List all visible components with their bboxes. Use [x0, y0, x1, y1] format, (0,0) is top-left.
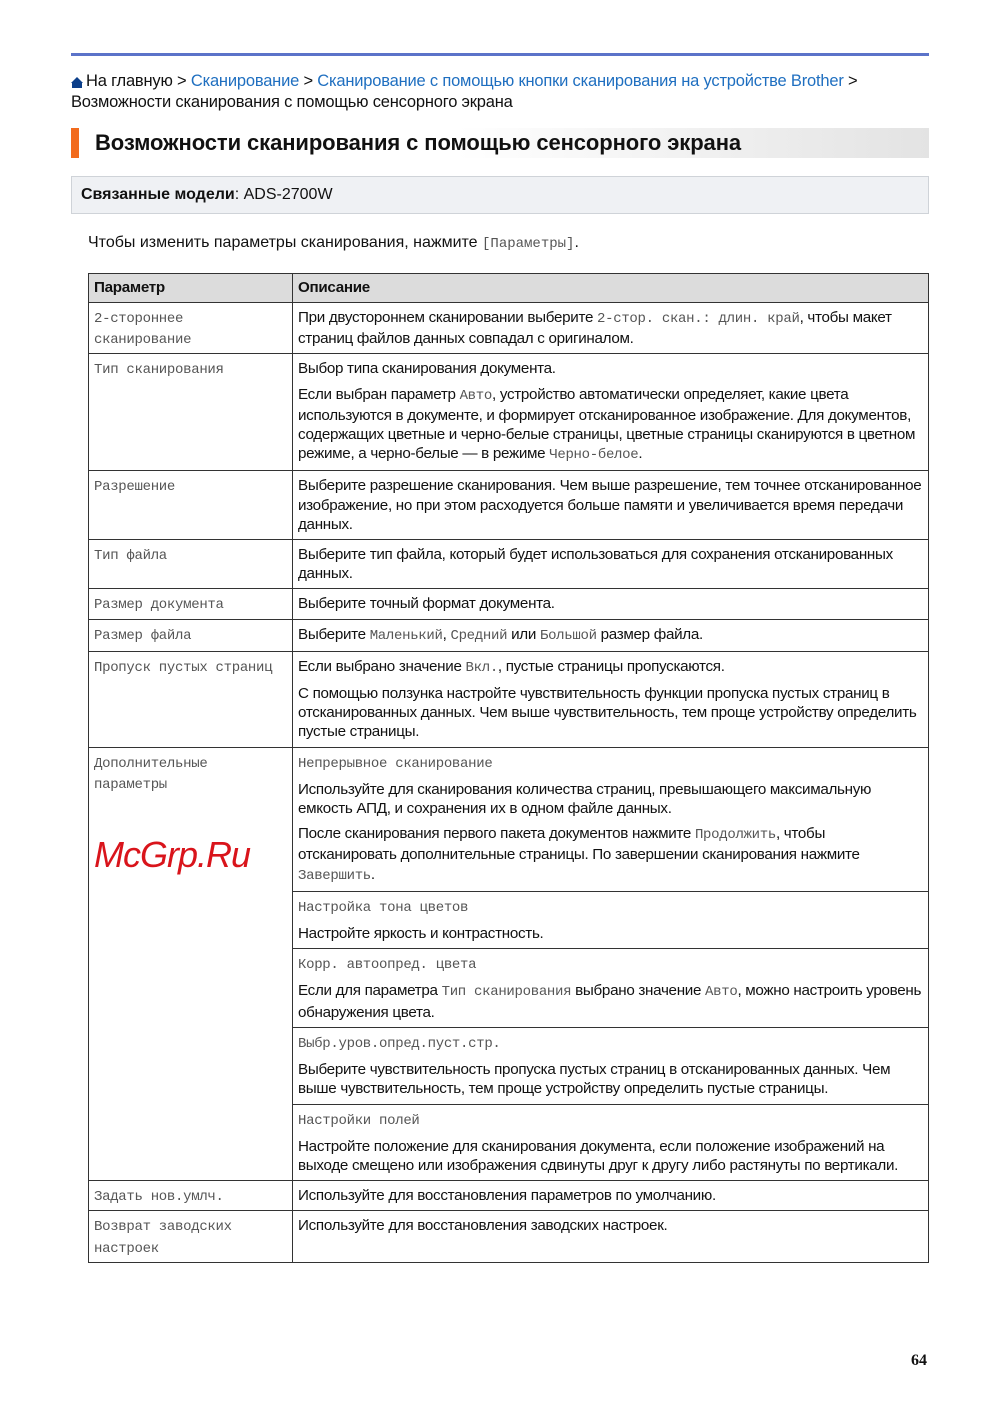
- description-paragraph: [298, 385, 923, 466]
- parameter-name: Размер документа: [94, 597, 224, 614]
- sub-option-title: [298, 897, 923, 918]
- home-icon: [71, 77, 83, 83]
- description-cell: [293, 540, 929, 589]
- description-paragraph: [298, 476, 923, 534]
- description-cell: [293, 354, 929, 471]
- description-cell: [293, 1181, 929, 1211]
- text-run: Настройте яркость и контрастность.: [298, 925, 544, 943]
- header-parameter: Параметр: [89, 274, 293, 303]
- description-paragraph: [298, 625, 923, 646]
- text-run: Выберите точный формат документа.: [298, 595, 555, 613]
- breadcrumb-separator: >: [299, 72, 318, 90]
- description-cell: [293, 747, 929, 1180]
- description-paragraph: [298, 981, 923, 1021]
- setting-value: Завершить: [298, 867, 371, 884]
- sub-option: [293, 1027, 928, 1104]
- description-paragraph: [298, 359, 923, 378]
- sub-option: [293, 948, 928, 1027]
- related-models-value: : ADS-2700W: [234, 186, 333, 203]
- parameter-name: Тип файла: [94, 548, 167, 565]
- sub-option-title: [298, 954, 923, 975]
- table-row: [89, 589, 929, 619]
- page-title: Возможности сканирования с помощью сенсорного экрана: [95, 130, 742, 155]
- text-run: При двустороннем сканировании выберите: [298, 309, 598, 326]
- sub-option-name: Настройки полей: [298, 1112, 420, 1129]
- title-accent: [71, 128, 79, 158]
- setting-value: Авто: [705, 984, 738, 1001]
- parameter-cell: [89, 540, 293, 589]
- sub-option: [293, 748, 928, 891]
- header-description: Описание: [293, 274, 929, 303]
- table-row: [89, 303, 929, 354]
- breadcrumb-separator: >: [843, 72, 858, 90]
- text-run: , чтобы отсканировать дополнительные страницы. По завершении сканирования нажмите: [298, 825, 860, 864]
- page-number: 64: [911, 1352, 927, 1369]
- parameter-name: Размер файла: [94, 627, 192, 644]
- text-run: После сканирования первого пакета документов нажмите: [298, 825, 695, 843]
- description-paragraph: [298, 308, 923, 348]
- text-run: выбрано значение: [571, 982, 706, 1000]
- description-paragraph: [298, 1137, 923, 1175]
- text-run: .: [370, 865, 375, 883]
- description-paragraph: [298, 824, 923, 886]
- text-run: или: [507, 625, 540, 643]
- description-paragraph: [298, 594, 923, 613]
- sub-option: [293, 1104, 928, 1181]
- text-run: Используйте для восстановления заводских настроек.: [298, 1217, 668, 1235]
- description-cell: [293, 471, 929, 540]
- text-run: Если для параметра: [298, 982, 442, 1000]
- parameter-name: Дополнительные параметры: [94, 755, 208, 793]
- table-row: [89, 747, 929, 1180]
- sub-option-title: [298, 1110, 923, 1131]
- description-cell: [293, 303, 929, 354]
- sub-option-name: Выбр.уров.опред.пуст.стр.: [298, 1035, 501, 1052]
- setting-value: Вкл.: [465, 659, 498, 676]
- description-paragraph: [298, 1186, 923, 1205]
- breadcrumb-home[interactable]: На главную: [86, 72, 173, 90]
- description-paragraph: [298, 924, 923, 943]
- sub-option-name: Корр. автоопред. цвета: [298, 957, 477, 974]
- text-run: .: [638, 445, 643, 463]
- sub-option: [293, 891, 928, 948]
- text-run: Чтобы изменить параметры сканирования, нажмите: [88, 234, 483, 251]
- setting-value: Средний: [450, 627, 508, 644]
- description-paragraph: [298, 657, 923, 678]
- table-header-row: [89, 274, 929, 303]
- text-run: ,: [442, 625, 451, 643]
- text-run: С помощью ползунка настройте чувствительность функции пропуска пустых страниц в отсканированных данных. Чем выше чувствительность, тем проще устройству определить пустые страницы.: [298, 685, 917, 741]
- setting-value: Авто: [459, 387, 492, 404]
- description-cell: [293, 1211, 929, 1262]
- parameter-cell: [89, 589, 293, 619]
- table-row: [89, 651, 929, 747]
- breadcrumb-link-scan-button[interactable]: Сканирование с помощью кнопки сканирования на устройстве Brother: [317, 72, 844, 90]
- parameter-cell: [89, 651, 293, 747]
- text-run: Если выбрано значение: [298, 657, 466, 675]
- table-row: [89, 540, 929, 589]
- description-cell: [293, 619, 929, 651]
- text-run: Настройте положение для сканирования документа, если положение изображений на выходе смещено или изображения сдвинуты друг к другу либо растянуты по вертикали.: [298, 1137, 899, 1174]
- sub-option-name: Настройка тона цветов: [298, 899, 469, 916]
- text-run: Используйте для восстановления параметров по умолчанию.: [298, 1187, 716, 1205]
- parameter-name: 2-стороннее сканирование: [94, 311, 192, 349]
- table-row: [89, 619, 929, 651]
- table-row: [89, 471, 929, 540]
- sub-option-title: [298, 1033, 923, 1054]
- parameter-cell: [89, 1181, 293, 1211]
- description-paragraph: [298, 545, 923, 583]
- setting-value: 2-стор. скан.: длин. край: [597, 311, 800, 327]
- description-paragraph: [298, 1216, 923, 1235]
- sub-option-title: [298, 753, 923, 774]
- table-row: [89, 354, 929, 471]
- parameter-name: Тип сканирования: [94, 362, 224, 379]
- parameter-cell: [89, 619, 293, 651]
- parameter-name: Возврат заводских настроек: [94, 1219, 232, 1257]
- text-run: Выбор типа сканирования документа.: [298, 360, 556, 378]
- description-paragraph: [298, 1060, 923, 1098]
- text-run: Выберите разрешение сканирования. Чем выше разрешение, тем точнее отсканированное изображение, но при этом расходуется больше памяти и увеличивается время передачи данных.: [298, 477, 922, 533]
- related-models-label: Связанные модели: [81, 186, 235, 203]
- setting-value: Продолжить: [694, 827, 776, 844]
- text-run: , можно настроить уровень обнаружения цвета.: [298, 982, 922, 1021]
- table-row: [89, 1181, 929, 1211]
- description-paragraph: [298, 780, 923, 818]
- related-models-box: [71, 176, 929, 214]
- setting-value: Тип сканирования: [441, 984, 572, 1001]
- text-run: .: [574, 234, 579, 251]
- text-run: Используйте для сканирования количества страниц, превышающего максимальную емкость АПД, и сохранения их в одном файле данных.: [298, 780, 872, 818]
- text-run: размер файла.: [596, 625, 703, 643]
- text-run: , устройство автоматически определяет, какие цвета используются в документе, и формирует отсканированное изображение. Для документов, содержащих цветные и черно-белые страницы, цветные страницы сканируются в цветном режиме, а черно-белые — в режиме: [298, 385, 916, 463]
- description-cell: [293, 651, 929, 747]
- parameter-name: Разрешение: [94, 479, 176, 496]
- text-run: , чтобы макет страниц файлов данных совпадал с оригиналом.: [298, 309, 892, 348]
- breadcrumb-link-scanning[interactable]: Сканирование: [190, 72, 300, 90]
- text-run: Если выбран параметр: [298, 385, 460, 403]
- breadcrumb-current: Возможности сканирования с помощью сенсорного экрана: [71, 93, 513, 111]
- top-rule: [71, 53, 929, 56]
- setting-value: Большой: [539, 627, 597, 644]
- parameter-name: Задать нов.умлч.: [94, 1189, 224, 1206]
- table-row: [89, 1211, 929, 1262]
- parameter-cell: [89, 747, 293, 1180]
- parameter-cell: [89, 1211, 293, 1262]
- description-cell: [293, 589, 929, 619]
- parameter-name: Пропуск пустых страниц: [94, 659, 273, 676]
- breadcrumb: [71, 71, 931, 113]
- parameter-cell: [89, 303, 293, 354]
- sub-option-name: Непрерывное сканирование: [298, 755, 493, 772]
- setting-value: Маленький: [369, 627, 443, 644]
- text-run: Выберите тип файла, который будет использоваться для сохранения отсканированных данных.: [298, 546, 893, 583]
- text-run: Выберите чувствительность пропуска пустых страниц в отсканированных данных. Чем выше чувствительность, тем проще устройству определить пустые страницы.: [298, 1061, 891, 1098]
- breadcrumb-separator: >: [172, 72, 191, 90]
- watermark: McGrp.Ru: [94, 834, 251, 876]
- parameter-cell: [89, 354, 293, 471]
- setting-value: [Параметры]: [482, 236, 575, 252]
- text-run: , пустые страницы пропускаются.: [497, 657, 725, 675]
- title-bar: [71, 128, 929, 158]
- settings-table: [88, 273, 929, 1263]
- setting-value: Черно-белое: [549, 447, 639, 464]
- description-paragraph: [298, 684, 923, 742]
- parameter-cell: [89, 471, 293, 540]
- intro-text: [88, 233, 579, 254]
- text-run: Выберите: [298, 625, 370, 643]
